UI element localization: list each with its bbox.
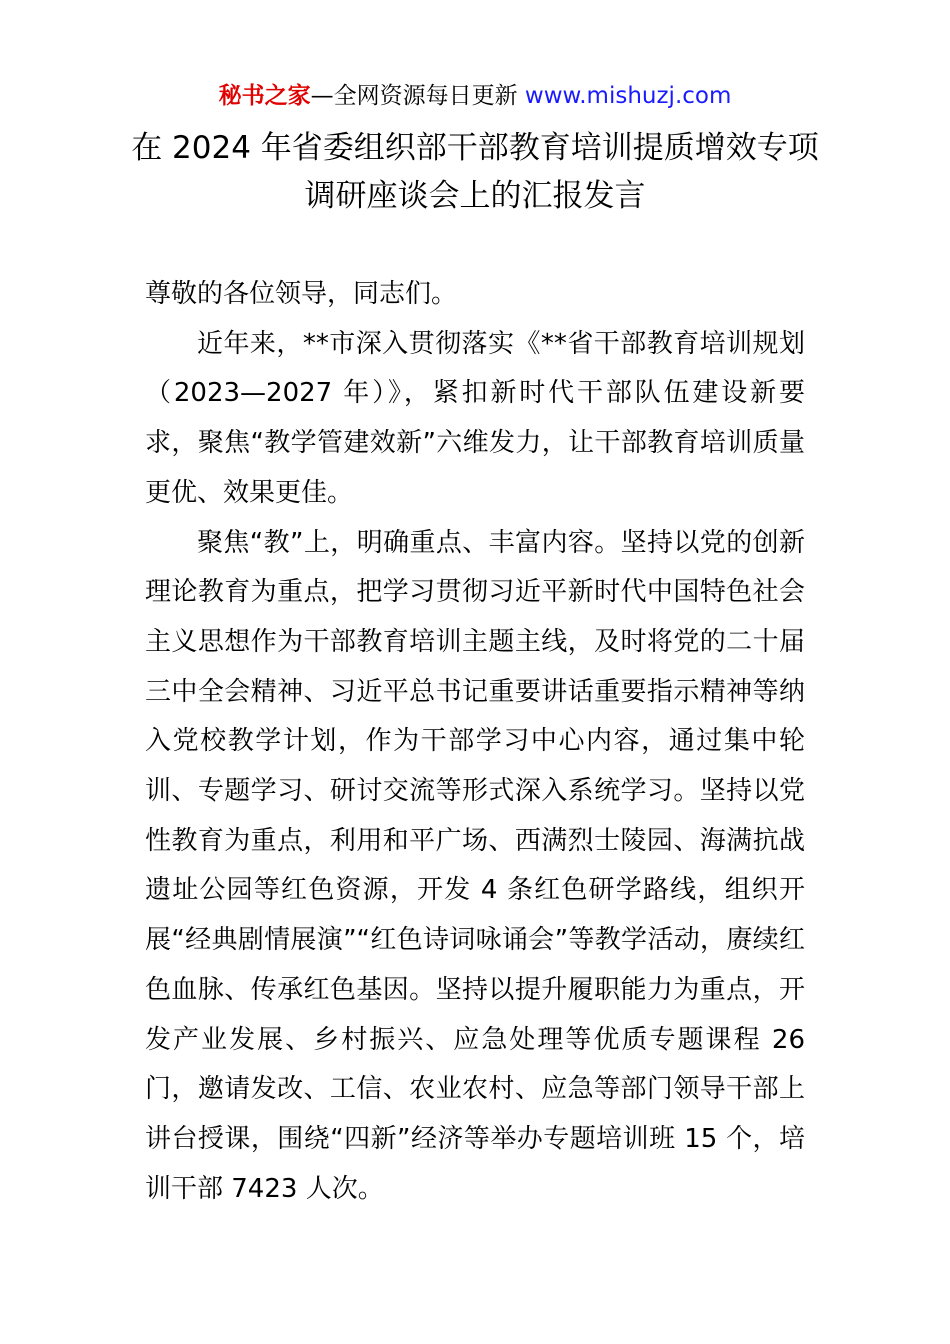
- document-title: 在 2024 年省委组织部干部教育培训提质增效专项调研座谈会上的汇报发言: [131, 130, 819, 214]
- site-header: [0, 80, 950, 112]
- site-tagline: —全网资源每日更新: [310, 83, 525, 109]
- paragraph-intro: 近年来，**市深入贯彻落实《**省干部教育培训规划（2023—2027 年）》，紧扣新时代干部队伍建设新要求，聚焦“教学管建效新”六维发力，让干部教育培训质量更优、效果更佳。: [145, 328, 805, 508]
- site-brand: 秘书之家: [218, 83, 311, 109]
- salutation: 尊敬的各位领导，同志们。: [145, 279, 458, 309]
- site-url-link[interactable]: www.mishuzj.com: [524, 83, 732, 109]
- paragraph-teaching: 聚焦“教”上，明确重点、丰富内容。坚持以党的创新理论教育为重点，把学习贯彻习近平新时代中国特色社会主义思想作为干部教育培训主题主线，及时将党的二十届三中全会精神、习近平总书记重要讲话重要指示精神等纳入党校教学计划，作为干部学习中心内容，通过集中轮训、专题学习、研讨交流等形式深入系统学习。坚持以党性教育为重点，利用和平广场、西满烈士陵园、海满抗战遗址公园等红色资源，开发 4 条红色研学路线，组织开展“经典剧情展演”“红色诗词咏诵会”等教学活动，赓续红色血脉、传承红色基因。坚持以提升履职能力为重点，开发产业发展、乡村振兴、应急处理等优质专题课程 26 门，邀请发改、工信、农业农村、应急等部门领导干部上讲台授课，围绕“四新”经济等举办专题培训班 15 个，培训干部 7423 人次。: [145, 527, 805, 1204]
- document-body: [145, 270, 805, 1214]
